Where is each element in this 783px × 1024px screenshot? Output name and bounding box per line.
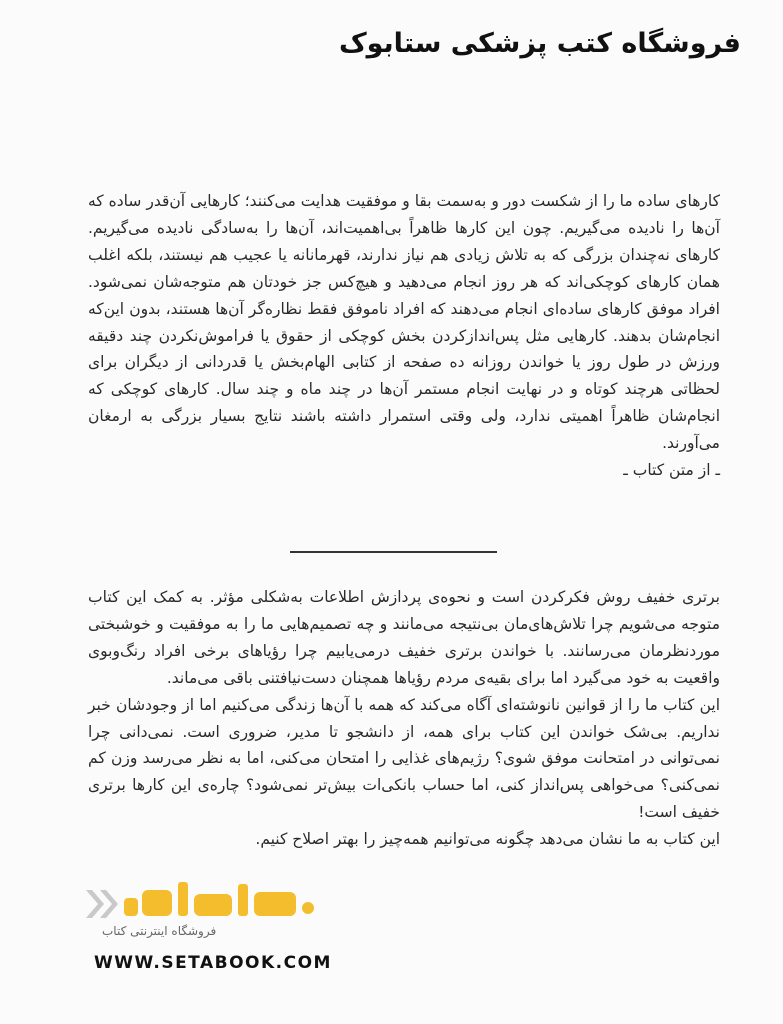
book-quote [88, 188, 720, 484]
section-divider [290, 551, 497, 553]
double-chevron-icon [86, 890, 118, 918]
quote-text: کارهای ساده ما را از شکست دور و به‌سمت بقا و موفقیت هدایت می‌کنند؛ کارهایی آن‌قدر ساده که آن‌ها را نادیده می‌گیریم. چون این کارها ظاهراً بی‌اهمیت‌اند، آن‌ها را به‌سادگی نادیده می‌گیریم. کارهای نه‌چندان بزرگی که به تلاش زیادی هم نیاز ندارند، قهرمانانه یا عجیب هم نیستند، بلکه اغلب همان کارهای کوچکی‌اند که هر روز انجام می‌دهید و هیچ‌کس جز خودتان هم متوجه‌شان نمی‌شود. افراد موفق کارهای ساده‌ای انجام می‌دهند که افراد ناموفق فقط نظاره‌گر آن‌ها هستند، بدون این‌که انجام‌شان بدهند. کارهایی مثل پس‌اندازکردن بخش کوچکی از حقوق یا فراموش‌نکردن چند دقیقه ورزش در طول روز یا خواندن روزانه ده صفحه از کتابی الهام‌بخش یا قدردانی از دیگران برای لحظاتی هرچند کوتاه و در نهایت انجام مستمر آن‌ها در چند ماه و چند سال. کارهای کوچکی که انجام‌شان ظاهراً اهمیتی ندارد، ولی وقتی استمرار داشته باشند نتایج بسیار بزرگی به ارمغان می‌آورند. [88, 192, 720, 453]
description-paragraph: این کتاب به ما نشان می‌دهد چگونه می‌توانیم همه‌چیز را بهتر اصلاح کنیم. [255, 830, 720, 849]
description-paragraph: برتری خفیف روش فکرکردن است و نحوه‌ی پردازش اطلاعات به‌شکلی مؤثر. به کمک این کتاب متوجه می‌شویم چرا تلاش‌های‌مان بی‌نتیجه می‌مانند و چه تصمیم‌هایی ما را به موفقیت و خوشبختی موردنظرمان می‌رسانند. با خواندن برتری خفیف درمی‌یابیم چرا رؤیاهای برخی افراد رنگ‌وبوی واقعیت به خود می‌گیرد اما برای بقیه‌ی مردم رؤیاها همچنان دست‌نیافتنی باقی می‌ماند. [88, 588, 720, 687]
website-url: WWW.SETABOOK.COM [94, 953, 332, 973]
quote-attribution: ـ از متن کتاب ـ [623, 461, 720, 480]
logo-subtitle: فروشگاه اینترنتی کتاب [102, 924, 217, 938]
page-title: فروشگاه کتب پزشکی ستابوک [338, 28, 741, 59]
book-description [88, 584, 720, 853]
description-paragraph: این کتاب ما را از قوانین نانوشته‌ای آگاه می‌کند که همه با آن‌ها زندگی می‌کنیم اما از وجودشان خبر نداریم. بی‌شک خواندن این کتاب برای همه، از دانشجو تا مدیر، ضروری است. نمی‌دانی چرا نمی‌توانی در امتحانت موفق شوی؟ رژیم‌های غذایی را امتحان می‌کنی، اما به نظر می‌رسد وزن کم نمی‌کنی؟ می‌خواهی پس‌انداز کنی، اما حساب بانکی‌ات بیش‌تر نمی‌شود؟ چاره‌ی این کارها برتری خفیف است! [88, 695, 720, 822]
